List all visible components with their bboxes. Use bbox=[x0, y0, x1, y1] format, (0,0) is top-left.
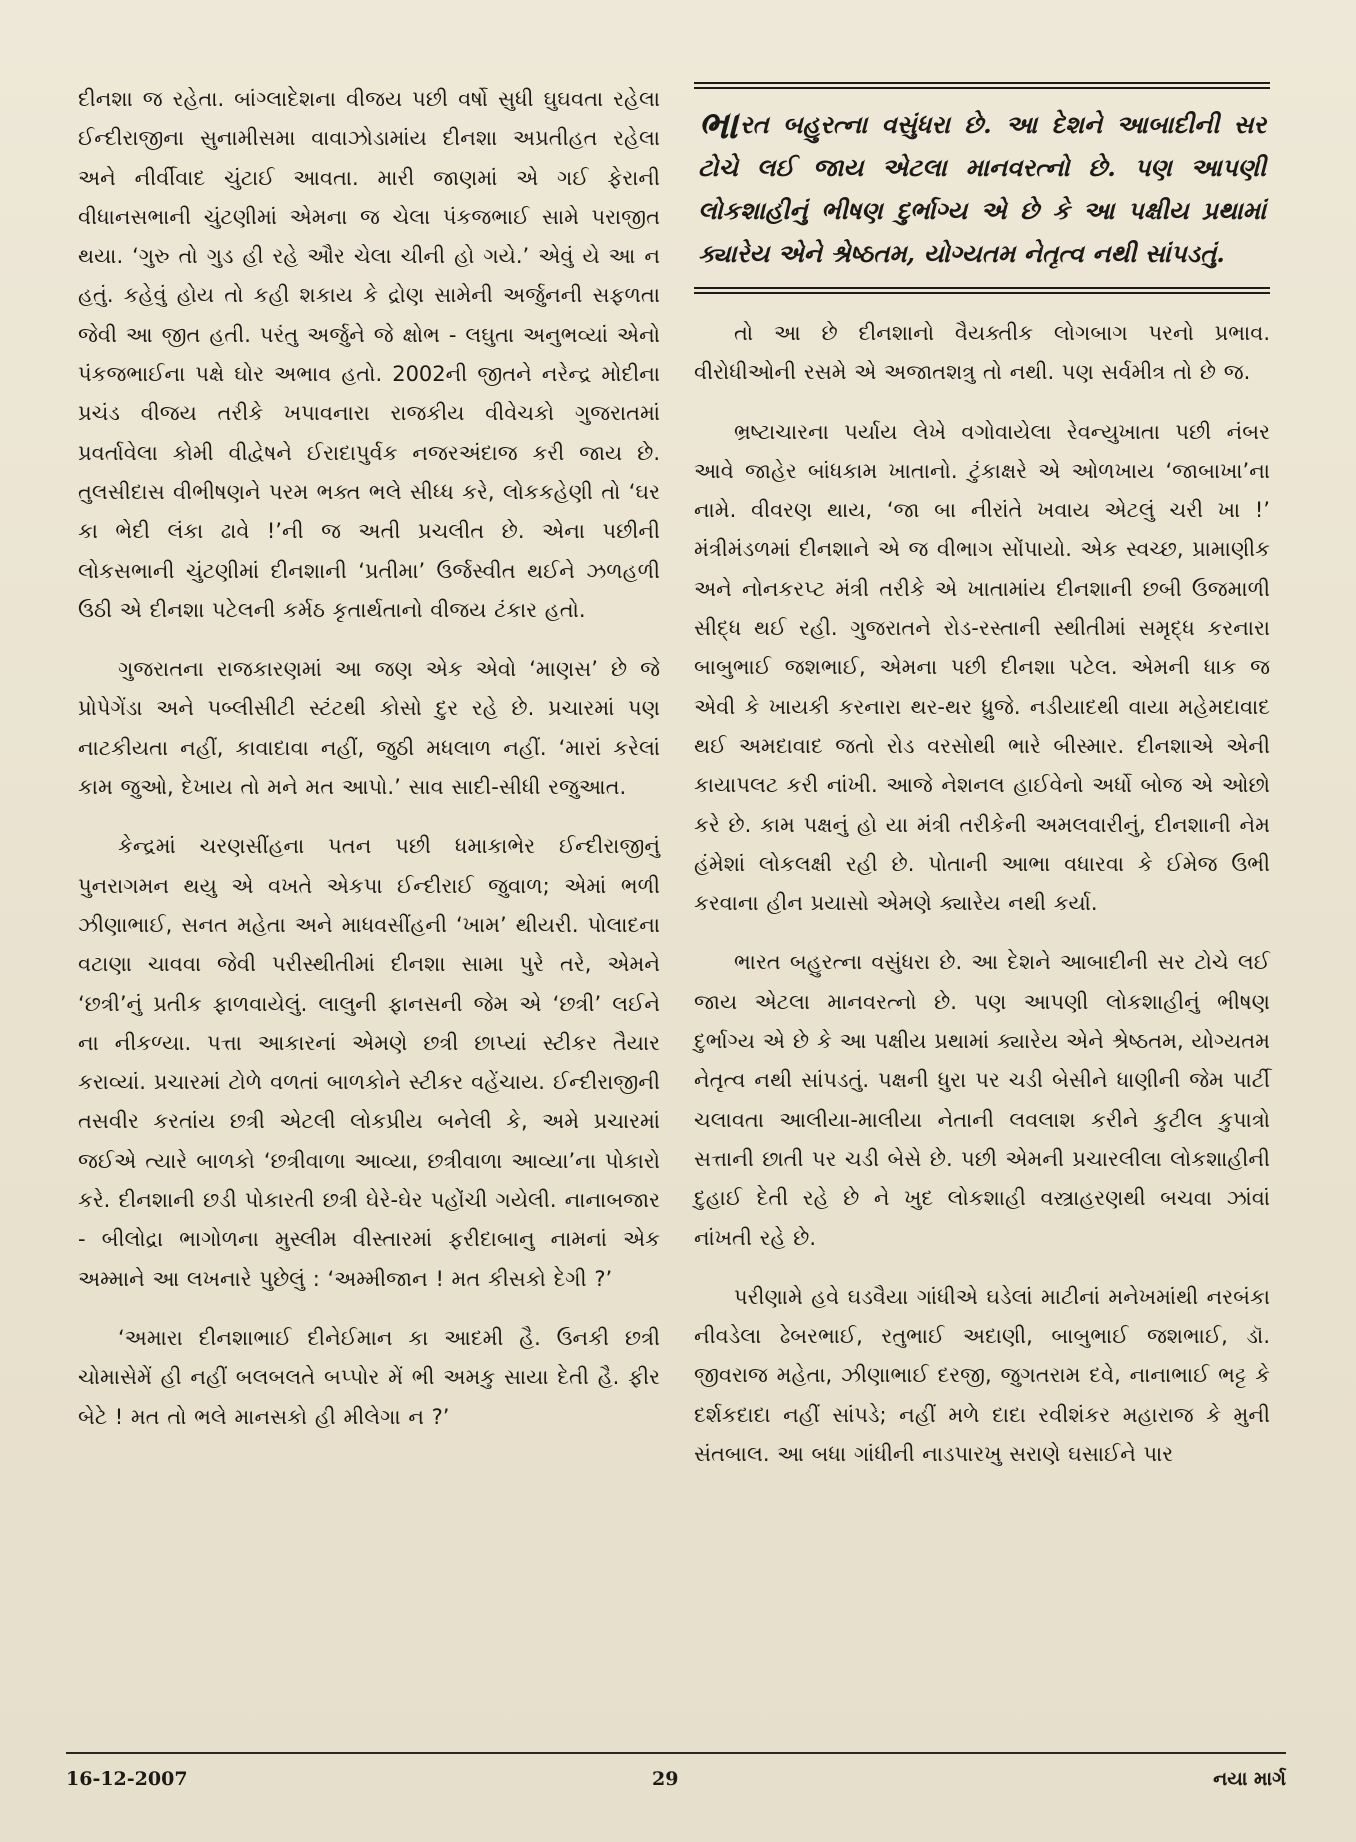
right-paragraph-2: ભ્રષ્ટાચારના પર્યાય લેખે વગોવાયેલા રેવન્યુખાતા પછી નંબર આવે જાહેર બાંધકામ ખાતાનો. ટુંકાક્ષરે એ ઓળખાય ‘જાબાખા’ના નામે. વીવરણ થાય, ‘જા બા નીરાંતે ખવાય એટલું ચરી ખા !’ મંત્રીમંડળમાં દીનશાને એ જ વીભાગ સોંપાયો. એક સ્વચ્છ, પ્રામાણીક અને નોનકરપ્ટ મંત્રી તરીકે એ ખાતામાંય દીનશાની છબી ઉજમાળી સીદ્ધ થઈ રહી. ગુજરાતને રોડ-રસ્તાની સ્થીતીમાં સમૃદ્ધ કરનારા બાબુભાઈ જશભાઈ, એમના પછી દીનશા પટેલ. એમની ધાક જ એવી કે ખાયકી કરનારા થર-થર ધ્રુજે. નડીયાદથી વાયા મહેમદાવાદ થઈ અમદાવાદ જતો રોડ વરસોથી ભારે બીસ્માર. દીનશાએ એની કાયાપલટ કરી નાંખી. આજે નેશનલ હાઈવેનો અર્ધો બોજ એ ઓછો કરે છે. કામ પક્ષનું હો યા મંત્રી તરીકેની અમલવારીનું, દીનશાની નેમ હંમેશાં લોકલક્ષી રહી છે. પોતાની આભા વધારવા કે ઈમેજ ઉભી કરવાના હીન પ્રયાસો એમણે ક્યારેય નથી કર્યા. bbox=[694, 419, 1270, 916]
left-paragraph-4: ‘અમારા દીનશાભાઈ દીનેઈમાન કા આદમી હૈ. ઉનકી છત્રી ચોમાસેમેં હી નહીં બલબલતે બપ્પોર મેં ભી અમકુ સાયા દેતી હૈ. ફીર બેટે ! મત તો ભલે માનસકો હી મીલેગા ન ?’ bbox=[78, 1325, 660, 1429]
left-paragraph-3: કેન્દ્રમાં ચરણસીંહના પતન પછી ધમાકાભેર ઈન્દીરાજીનું પુનરાગમન થયુ એ વખતે એકપા ઈન્દીરાઈ જુવાળ; એમાં ભળી ઝીણાભાઈ, સનત મહેતા અને માધવસીંહની ‘ખામ’ થીયરી. પોલાદના વટાણા ચાવવા જેવી પરીસ્થીતીમાં દીનશા સામા પુરે તરે, એમને ‘છત્રી’નું પ્રતીક ફાળવાયેલું. લાલુની ફાનસની જેમ એ ‘છત્રી’ લઈને ના નીકળ્યા. પત્તા આકારનાં એમણે છત્રી છાપ્યાં સ્ટીકર તૈયાર કરાવ્યાં. પ્રચારમાં ટોળે વળતાં બાળકોને સ્ટીકર વહેંચાય. ઈન્દીરાજીની તસવીર કરતાંય છત્રી એટલી લોકપ્રીય બનેલી કે, અમે પ્રચારમાં જઈએ ત્યારે બાળકો ‘છત્રીવાળા આવ્યા, છત્રીવાળા આવ્યા’ના પોકારો કરે. દીનશાની છડી પોકારતી છત્રી ઘેરે-ઘેર પહોંચી ગયેલી. નાનાબજાર - બીલોદ્રા ભાગોળના મુસ્લીમ વીસ્તારમાં ફરીદાબાનુ નામનાં એક અમ્માને આ લખનારે પુછેલું : ‘અમ્મીજાન ! મત કીસકો દેગી ?’ bbox=[78, 834, 660, 1291]
right-paragraph-4: પરીણામે હવે ઘડવૈયા ગાંધીએ ઘડેલાં માટીનાં મનેખમાંથી નરબંકા નીવડેલા ઢેબરભાઈ, રતુભાઈ અદાણી, બાબુભાઈ જશભાઈ, ડૉ. જીવરાજ મહેતા, ઝીણાભાઈ દરજી, જુગતરામ દવે, નાનાભાઈ ભટ્ટ કે દર્શકદાદા નહીં સાંપડે; નહીં મળે દાદા રવીશંકર મહારાજ કે મુની સંતબાલ. આ બધા ગાંધીની નાડપારખુ સરાણે ઘસાઈને પાર bbox=[694, 1284, 1270, 1467]
pull-quote bbox=[694, 82, 1270, 294]
footer-page-number: 29 bbox=[652, 1768, 679, 1790]
left-paragraph-2: ગુજરાતના રાજકારણમાં આ જણ એક એવો ‘માણસ’ છે જે પ્રોપેગેંડા અને પબ્લીસીટી સ્ટંટથી કોસો દુર રહે છે. પ્રચારમાં પણ નાટકીયતા નહીં, કાવાદાવા નહીં, જુઠી મધલાળ નહીં. ‘મારાં કરેલાં કામ જુઓ, દેખાય તો મને મત આપો.’ સાવ સાદી-સીધી રજુઆત. bbox=[78, 657, 660, 800]
page-footer bbox=[66, 1752, 1286, 1790]
left-column bbox=[78, 80, 660, 1457]
footer-date: 16-12-2007 bbox=[66, 1768, 188, 1790]
right-column bbox=[694, 82, 1270, 1494]
pull-quote-text: રત બહુરત્ના વસુંધરા છે. આ દેશને આબાદીની સર ટોચે લઈ જાય એટલા માનવરત્નો છે. પણ આપણી લોકશાહીનું ભીષણ દુર્ભાગ્ય એ છે કે આ પક્ષીય પ્રથામાં ક્યારેય એને શ્રેષ્ઠતમ, યોગ્યતમ નેતૃત્વ નથી સાંપડતું. bbox=[698, 110, 1266, 268]
pull-quote-text-block bbox=[698, 103, 1266, 275]
pull-quote-dropcap: ભા bbox=[698, 102, 738, 147]
left-paragraph-1: દીનશા જ રહેતા. બાંગ્લાદેશના વીજય પછી વર્ષો સુધી ઘુઘવતા રહેલા ઈન્દીરાજીના સુનામીસમા વાવાઝોડામાંય દીનશા અપ્રતીહત રહેલા અને નીર્વીવાદ ચુંટાઈ આવતા. મારી જાણમાં એ ગઈ ફેરાની વીધાનસભાની ચુંટણીમાં એમના જ ચેલા પંકજભાઈ સામે પરાજીત થયા. ‘ગુરુ તો ગુડ હી રહે ઔર ચેલા ચીની હો ગયે.’ એવું યે આ ન હતું. કહેવું હોય તો કહી શકાય કે દ્રોણ સામેની અર્જુનની સફળતા જેવી આ જીત હતી. પરંતુ અર્જુને જે ક્ષોભ - લઘુતા અનુભવ્યાં એનો પંકજભાઈના પક્ષે ઘોર અભાવ હતો. 2002ની જીતને નરેન્દ્ર મોદીના પ્રચંડ વીજય તરીકે ખપાવનારા રાજકીય વીવેચકો ગુજરાતમાં પ્રવર્તાવેલા કોમી વીદ્વેષને ઈરાદાપુર્વક નજરઅંદાજ કરી જાય છે. તુલસીદાસ વીભીષણને પરમ ભક્ત ભલે સીધ્ધ કરે, લોકકહેણી તો ‘ઘર કા ભેદી લંકા ઢાવે !’ની જ અતી પ્રચલીત છે. એના પછીની લોકસભાની ચુંટણીમાં દીનશાની ‘પ્રતીમા’ ઉર્જસ્વીત થઈને ઝળહળી ઉઠી એ દીનશા પટેલની કર્મઠ કૃતાર્થતાનો વીજય ટંકાર હતો. bbox=[78, 87, 660, 622]
footer-magazine-name: નયા માર્ગ bbox=[1213, 1768, 1286, 1790]
right-paragraph-1: તો આ છે દીનશાનો વૈયક્તીક લોગબાગ પરનો પ્રભાવ. વીરોધીઓની રસમે એ અજાતશત્રુ તો નથી. પણ સર્વમીત્ર તો છે જ. bbox=[694, 321, 1270, 385]
right-paragraph-3: ભારત બહુરત્ના વસુંધરા છે. આ દેશને આબાદીની સર ટોચે લઈ જાય એટલા માનવરત્નો છે. પણ આપણી લોકશાહીનું ભીષણ દુર્ભાગ્ય એ છે કે આ પક્ષીય પ્રથામાં ક્યારેય એને શ્રેષ્ઠતમ, યોગ્યતમ નેતૃત્વ નથી સાંપડતું. પક્ષની ધુરા પર ચડી બેસીને ધાણીની જેમ પાર્ટી ચલાવતા આલીયા-માલીયા નેતાની લવલાશ કરીને કુટીલ કુપાત્રો સત્તાની છાતી પર ચડી બેસે છે. પછી એમની પ્રચારલીલા લોકશાહીની દુહાઈ દેતી રહે છે ને ખુદ લોકશાહી વસ્ત્રાહરણથી બચવા ઝાંવાં નાંખતી રહે છે. bbox=[694, 950, 1270, 1250]
